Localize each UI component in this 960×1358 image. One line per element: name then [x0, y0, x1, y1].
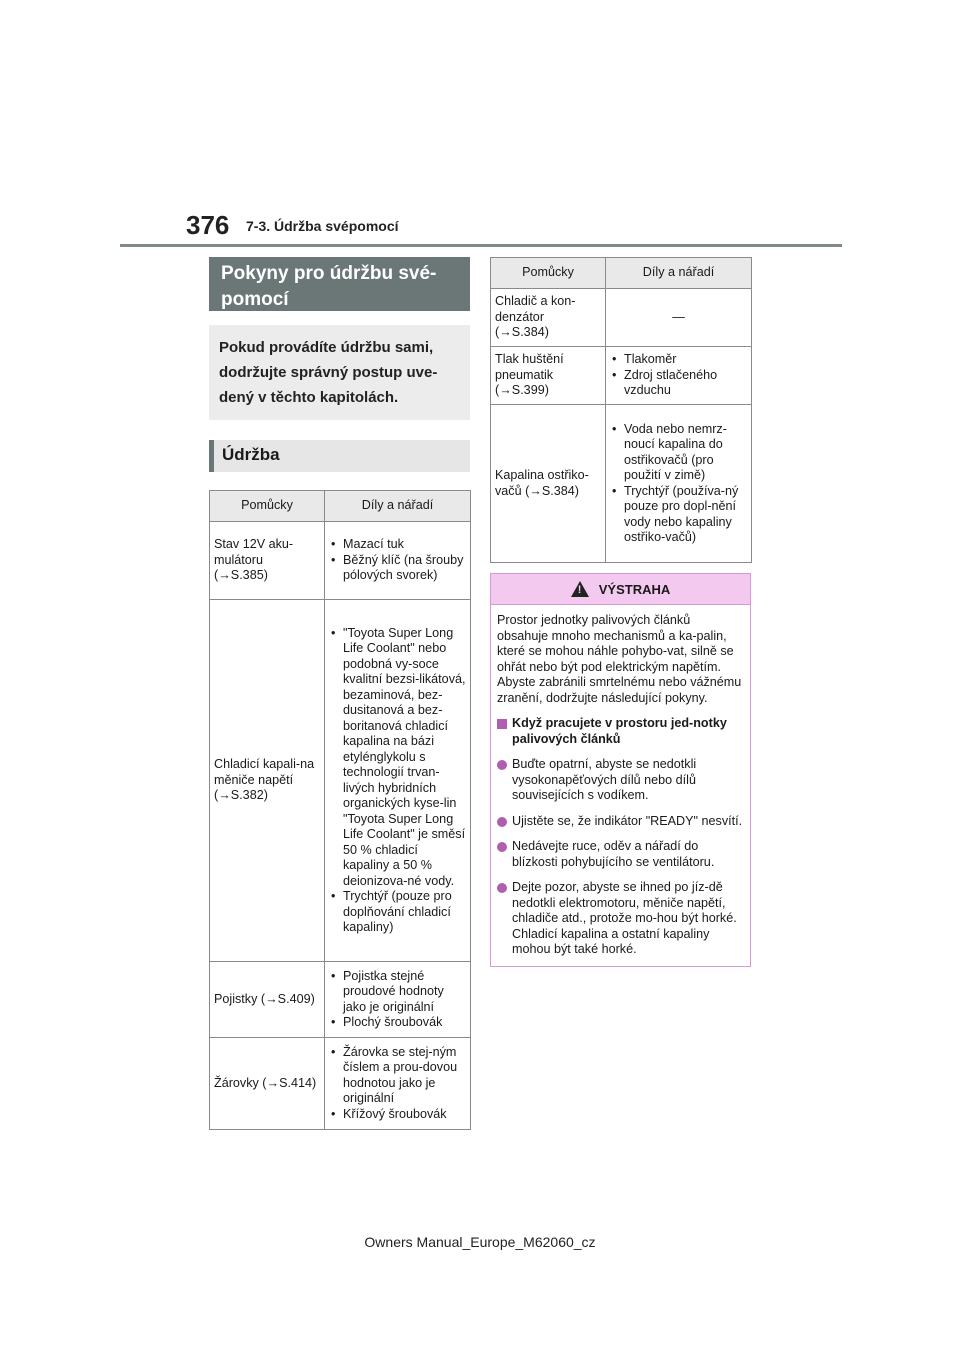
topic-banner: Pokyny pro údržbu své-pomocí [209, 257, 470, 311]
left-column [209, 257, 470, 1130]
row-tools [325, 522, 471, 600]
table-row [210, 522, 471, 600]
row-item: Tlak huštění pneumatik (→S.399) [491, 347, 606, 405]
tool-item: • "Toyota Super Long Life Coolant" nebo podobná vy-soce kvalitní bezsi-likátová, bezaminová, bez-dusitanová a bez-boritanová chladicí kapalina na bázi etylénglykolu s technologií trvan-livých hybridních organických kyse-lin "Toyota Super Long Life Coolant" je směsí 50 % chladicí kapaliny a 50 % deionizova-né vody. [329, 626, 466, 890]
warning-box [490, 573, 751, 967]
warning-body [491, 605, 750, 966]
maintenance-subheading: Údržba [209, 440, 470, 472]
header-tools: Díly a nářadí [606, 258, 752, 289]
warning-triangle-icon [571, 581, 589, 597]
table-row [210, 600, 471, 962]
table-row [210, 1038, 471, 1130]
table-header-row [210, 491, 471, 522]
maintenance-table-right [490, 257, 752, 563]
row-item: Chladicí kapali-na měniče napětí (→S.382) [210, 600, 325, 962]
page-number: 376 [186, 210, 230, 240]
warning-intro: Prostor jednotky palivových článků obsahuje mnoho mechanismů a ka-palin, které se mohou náhle pohybo-vat, silně se ohřát nebo být pod elektrickým napětím. Abyste zabránili smrtelnému nebo vážnému zranění, dodržujte následující pokyny. [497, 613, 742, 705]
tool-item: • Běžný klíč (na šrouby pólových svorek) [329, 553, 466, 584]
header-items: Pomůcky [491, 258, 606, 289]
section-title: 7-3. Údržba svépomocí [246, 218, 399, 234]
tool-item: • Křížový šroubovák [329, 1107, 466, 1123]
tool-item: • Plochý šroubovák [329, 1015, 466, 1031]
table-row [210, 962, 471, 1038]
maintenance-table-left [209, 490, 471, 1130]
row-item: Kapalina ostřiko-vačů (→S.384) [491, 405, 606, 563]
row-item: Stav 12V aku-mulátoru (→S.385) [210, 522, 325, 600]
row-tools [606, 405, 752, 563]
warning-item: Buďte opatrní, abyste se nedotkli vysokonapěťových dílů nebo dílů souvisejících s vodíkem. [497, 757, 744, 804]
row-empty-dash: — [606, 289, 752, 347]
tool-item: • Pojistka stejné proudové hodnoty jako je originální [329, 969, 466, 1016]
row-item: Žárovky (→S.414) [210, 1038, 325, 1130]
tool-item: • Zdroj stlačeného vzduchu [610, 368, 747, 399]
table-row [491, 405, 752, 563]
warning-condition: Když pracujete v prostoru jed-notky palivových článků [497, 716, 744, 747]
tool-item: • Trychtýř (pouze pro doplňování chladicí kapaliny) [329, 889, 466, 936]
row-item: Pojistky (→S.409) [210, 962, 325, 1038]
warning-item: Nedávejte ruce, oděv a nářadí do blízkosti pohybujícího se ventilátoru. [497, 839, 744, 870]
row-tools [325, 600, 471, 962]
row-tools [325, 962, 471, 1038]
header-items: Pomůcky [210, 491, 325, 522]
table-row [491, 347, 752, 405]
warning-title: VÝSTRAHA [598, 581, 671, 597]
warning-item: Dejte pozor, abyste se ihned po jíz-dě nedotkli elektromotoru, měniče napětí, chladiče atd., protože mo-hou být horké. Chladicí kapalina a ostatní kapaliny mohou být také horké. [497, 880, 744, 958]
footer-manual-id: Owners Manual_Europe_M62060_cz [364, 1234, 596, 1250]
row-item: Chladič a kon-denzátor (→S.384) [491, 289, 606, 347]
table-header-row [491, 258, 752, 289]
tool-item: • Žárovka se stej-ným číslem a prou-dovou hodnotou jako je originální [329, 1045, 466, 1107]
header-tools: Díly a nářadí [325, 491, 471, 522]
row-tools [325, 1038, 471, 1130]
table-row [491, 289, 752, 347]
warning-item: Ujistěte se, že indikátor "READY" nesvítí. [497, 814, 744, 830]
header-rule [120, 244, 842, 247]
intro-text: Pokud provádíte údržbu sami, dodržujte správný postup uve-dený v těchto kapitolách. [209, 325, 470, 420]
row-tools [606, 347, 752, 405]
right-column [490, 257, 751, 967]
tool-item: • Tlakoměr [610, 352, 747, 368]
tool-item: • Voda nebo nemrz-noucí kapalina do ostřikovačů (pro použití v zimě) [610, 422, 747, 484]
tool-item: • Trychtýř (používa-ný pouze pro dopl-nění vody nebo kapaliny ostřiko-vačů) [610, 484, 747, 546]
tool-item: • Mazací tuk [329, 537, 466, 553]
warning-header [491, 574, 750, 605]
